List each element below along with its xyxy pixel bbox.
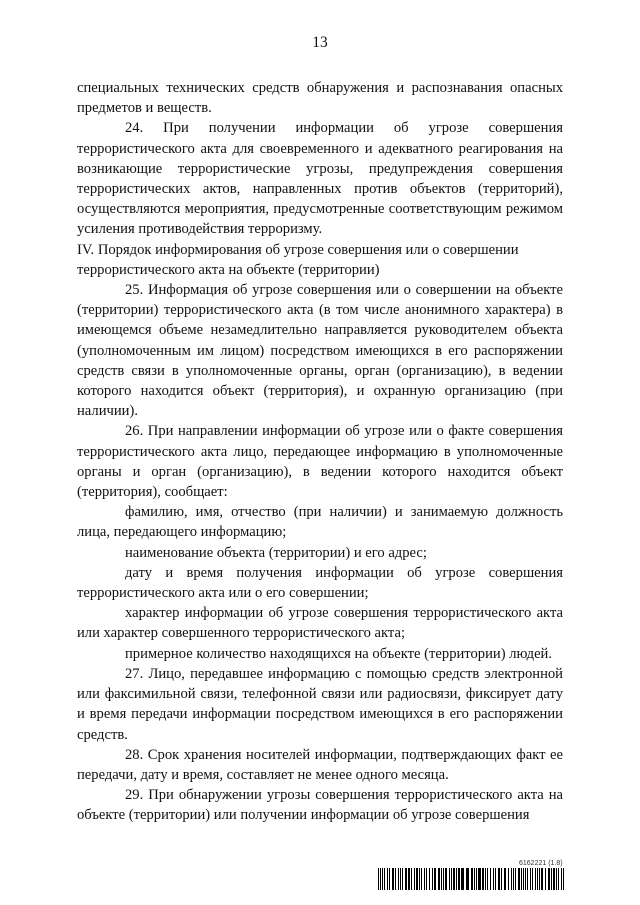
page-number: 13 <box>312 34 328 51</box>
paragraph-26-item-people: примерное количество находящихся на объекте (территории) людей. <box>125 645 553 662</box>
paragraph-27: 27. Лицо, передавшее информацию с помощью средств электронной или факсимильной связи, телефонной связи или радиосвязи, фиксирует дату и время передачи информации посредством имеющихся в его распоряжении средств. <box>77 665 563 743</box>
paragraph-25: 25. Информация об угрозе совершения или о совершении на объекте (территории) террористического акта (в том числе анонимного характера) в имеющемся объеме незамедлительно направляется руководителем объекта (уполномоченным им лицом) посредством имеющихся в его распоряжении средств связи в уполномоченные органы, орган (организацию), в ведении которого находится объект (территория), и охранную организацию (при наличии). <box>77 282 563 420</box>
paragraph-26: 26. При направлении информации об угрозе или о факте совершения террористического акта лицо, передающее информацию в уполномоченные органы и орган (организацию), в ведении которого находится объект (территория), сообщает: <box>77 423 563 501</box>
section-heading-line-2: террористического акта на объекте (территории) <box>77 261 380 278</box>
paragraph-28: 28. Срок хранения носителей информации, подтверждающих факт ее передачи, дату и время, составляет не менее одного месяца. <box>77 746 563 783</box>
paragraph-26-item-name: фамилию, имя, отчество (при наличии) и занимаемую должность лица, передающего информацию; <box>77 504 563 541</box>
paragraph-26-item-datetime: дату и время получения информации об угрозе совершения террористического акта или о его совершении; <box>77 564 563 602</box>
document-code: 6162221 (1.8) <box>519 860 563 867</box>
document-body <box>77 78 563 826</box>
section-heading-line-1: IV. Порядок информирования об угрозе совершения или о совершении <box>77 241 519 258</box>
section-heading <box>77 240 563 280</box>
paragraph-26-item-object: наименование объекта (территории) и его адрес; <box>125 544 427 561</box>
paragraph-continuation: специальных технических средств обнаружения и распознавания опасных предметов и веществ. <box>77 80 563 117</box>
paragraph-26-item-character: характер информации об угрозе совершения террористического акта или характер совершенного террористического акта; <box>77 605 563 642</box>
paragraph-29: 29. При обнаружении угрозы совершения террористического акта на объекте (территории) или получении информации об угрозе совершения <box>77 787 563 824</box>
paragraph-24: 24. При получении информации об угрозе совершения террористического акта для своевременного и адекватного реагирования на возникающие террористические угрозы, предупреждения совершения террористических актов, направленных против объектов (территорий), осуществляются мероприятия, предусмотренные соответствующим режимом усиления противодействия терроризму. <box>77 120 563 238</box>
barcode-icon <box>378 868 568 890</box>
